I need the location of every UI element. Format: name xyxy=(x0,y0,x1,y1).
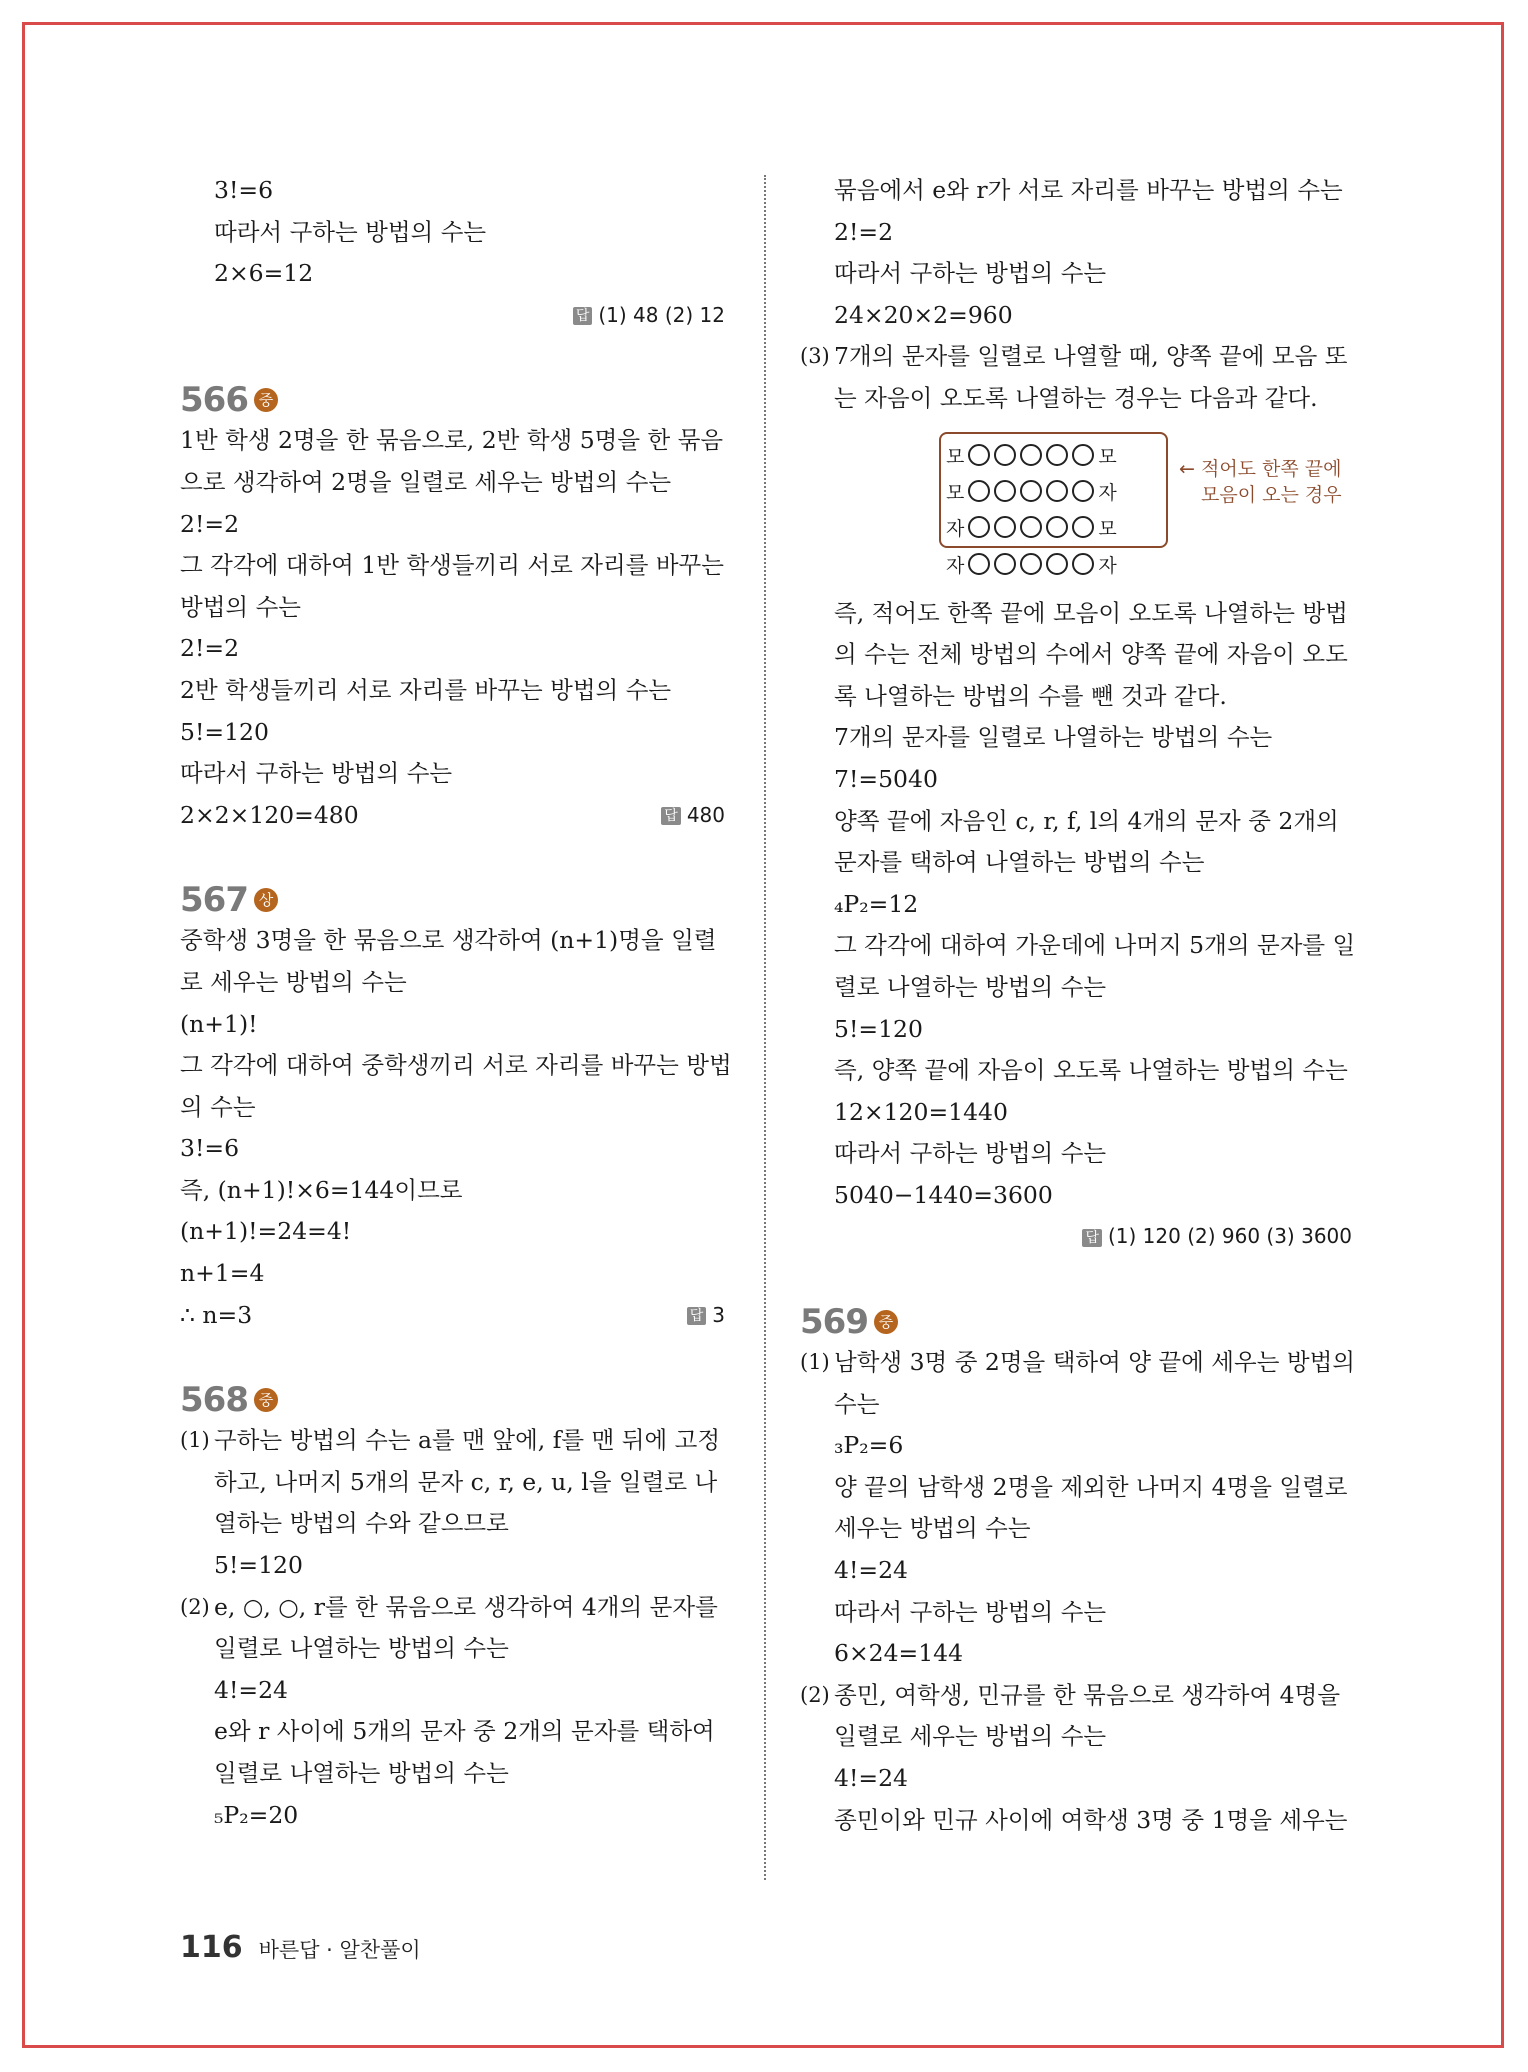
footer-label: 바른답 · 알찬풀이 xyxy=(258,1938,421,1962)
text-line: 6×24=144 xyxy=(834,1639,964,1668)
text-line xyxy=(180,1587,725,1629)
circle-slot xyxy=(994,444,1016,466)
difficulty-badge: 중 xyxy=(874,1310,898,1334)
circle-slot xyxy=(968,444,990,466)
left-column xyxy=(180,170,732,1836)
difficulty-badge: 중 xyxy=(254,388,278,412)
text-line: n+1=4 xyxy=(180,1259,265,1288)
answer-line xyxy=(800,1216,1352,1258)
circle-slot xyxy=(1072,444,1094,466)
text-line: 방법의 수는 xyxy=(180,592,301,621)
difficulty-badge: 중 xyxy=(254,1388,278,1412)
text-line: 2!=2 xyxy=(180,509,240,538)
note-line: 모음이 오는 경우 xyxy=(1201,483,1342,506)
text-line: 7개의 문자를 일렬로 나열하는 방법의 수는 xyxy=(834,723,1273,752)
answer-inline xyxy=(687,1295,725,1337)
text-line: 양 끝의 남학생 2명을 제외한 나머지 4명을 일렬로 xyxy=(834,1472,1348,1501)
circle-slot xyxy=(1072,480,1094,502)
problem-number: 567 xyxy=(180,880,248,921)
circle-slot xyxy=(994,480,1016,502)
problem-number: 568 xyxy=(180,1380,248,1421)
circle-slot xyxy=(1046,480,1068,502)
line-text: 구하는 방법의 수는 a를 맨 앞에, f를 맨 뒤에 고정 xyxy=(214,1426,721,1455)
circle-slot xyxy=(968,553,990,575)
answer-line xyxy=(180,295,725,337)
part-number: (1) xyxy=(800,1350,830,1375)
text-line: 3!=6 xyxy=(180,1134,240,1163)
text-line: 세우는 방법의 수는 xyxy=(834,1514,1031,1543)
text-line: 24×20×2=960 xyxy=(834,300,1013,329)
text-line: 일렬로 나열하는 방법의 수는 xyxy=(214,1634,509,1663)
vowel-consonant-diagram xyxy=(834,424,1352,589)
text-line xyxy=(180,1420,725,1462)
text-line: 12×120=1440 xyxy=(834,1097,1008,1126)
line-text: 7개의 문자를 일렬로 나열할 때, 양쪽 끝에 모음 또 xyxy=(834,342,1348,371)
right-column xyxy=(800,170,1356,1841)
problem-number: 566 xyxy=(180,380,248,421)
end-letter: 모 xyxy=(946,481,965,504)
text-line: 즉, 양쪽 끝에 자음이 오도록 나열하는 방법의 수는 xyxy=(834,1056,1348,1085)
text-line xyxy=(800,1342,1355,1384)
circle-slot xyxy=(968,480,990,502)
text-line: 하고, 나머지 5개의 문자 c, r, e, u, l을 일렬로 나 xyxy=(214,1467,718,1496)
answer-text: 3 xyxy=(712,1302,725,1327)
circle-slot xyxy=(1072,516,1094,538)
text-line: 그 각각에 대하여 중학생끼리 서로 자리를 바꾸는 방법 xyxy=(180,1051,732,1080)
page-number: 116 xyxy=(180,1930,243,1965)
text-line: 5!=120 xyxy=(834,1014,923,1043)
answer-tag: 답 xyxy=(1082,1229,1102,1247)
text-line: 즉, (n+1)!×6=144이므로 xyxy=(180,1175,463,1204)
text-line: 따라서 구하는 방법의 수는 xyxy=(834,1139,1107,1168)
text-line: 2반 학생들끼리 서로 자리를 바꾸는 방법의 수는 xyxy=(180,675,672,704)
problem-header xyxy=(180,864,725,920)
text-line: 수는 xyxy=(834,1389,880,1418)
text-line xyxy=(180,1295,725,1337)
end-letter: 자 xyxy=(1098,481,1117,504)
answer-tag: 답 xyxy=(661,807,681,825)
diagram-row xyxy=(946,478,1117,505)
text-line: 그 각각에 대하여 가운데에 나머지 5개의 문자를 일 xyxy=(834,931,1356,960)
part-number: (2) xyxy=(180,1594,210,1619)
text-line: 묶음에서 e와 r가 서로 자리를 바꾸는 방법의 수는 xyxy=(834,176,1343,204)
text-line: 일렬로 나열하는 방법의 수는 xyxy=(214,1759,509,1787)
text-line: 로 세우는 방법의 수는 xyxy=(180,967,407,996)
line-text: e, ○, ○, r를 한 묶음으로 생각하여 4개의 문자를 xyxy=(214,1592,718,1621)
answer-inline xyxy=(661,795,725,837)
text-line: ₅P₂=20 xyxy=(214,1800,299,1829)
circle-slot xyxy=(1020,553,1042,575)
note-line: ← 적어도 한쪽 끝에 xyxy=(1179,457,1342,480)
equation: ∴ n=3 xyxy=(180,1300,253,1329)
text-line: 따라서 구하는 방법의 수는 xyxy=(180,759,453,788)
text-line: 그 각각에 대하여 1반 학생들끼리 서로 자리를 바꾸는 xyxy=(180,551,724,580)
text-line: 양쪽 끝에 자음인 c, r, f, l의 4개의 문자 중 2개의 xyxy=(834,806,1339,835)
text-line: ₄P₂=12 xyxy=(834,889,919,918)
answer-text: 480 xyxy=(686,802,725,827)
circle-slot xyxy=(1020,480,1042,502)
text-line: 으로 생각하여 2명을 일렬로 세우는 방법의 수는 xyxy=(180,467,672,496)
text-line: 문자를 택하여 나열하는 방법의 수는 xyxy=(834,848,1205,877)
answer-text: (1) 48 (2) 12 xyxy=(598,302,725,327)
part-number: (3) xyxy=(800,344,830,369)
part-number: (2) xyxy=(800,1682,830,1707)
answer-text: (1) 120 (2) 960 (3) 3600 xyxy=(1107,1224,1352,1249)
text-line: ₃P₂=6 xyxy=(834,1431,904,1460)
line-text: 종민, 여학생, 민규를 한 묶음으로 생각하여 4명을 xyxy=(834,1680,1341,1709)
text-line: 2!=2 xyxy=(180,634,240,663)
text-line: 3!=6 xyxy=(214,176,274,204)
text-line: 7!=5040 xyxy=(834,764,938,793)
text-line: 중학생 3명을 한 묶음으로 생각하여 (n+1)명을 일렬 xyxy=(180,926,717,955)
text-line: 열하는 방법의 수와 같으므로 xyxy=(214,1509,509,1538)
text-line: 4!=24 xyxy=(834,1764,908,1792)
problem-header xyxy=(180,1364,725,1420)
circle-slot xyxy=(1072,553,1094,575)
text-line: e와 r 사이에 5개의 문자 중 2개의 문자를 택하여 xyxy=(214,1717,715,1746)
end-letter: 모 xyxy=(1098,445,1117,468)
circle-slot xyxy=(994,553,1016,575)
line-text: 남학생 3명 중 2명을 택하여 양 끝에 세우는 방법의 xyxy=(834,1348,1355,1377)
diagram-note xyxy=(1179,456,1342,508)
problem-number: 569 xyxy=(800,1302,868,1343)
circle-slot xyxy=(1020,444,1042,466)
column-divider xyxy=(764,175,766,1880)
part-number: (1) xyxy=(180,1428,210,1453)
text-line: 록 나열하는 방법의 수를 뺀 것과 같다. xyxy=(834,681,1227,710)
circle-slot xyxy=(1046,553,1068,575)
text-line: 따라서 구하는 방법의 수는 xyxy=(834,259,1107,288)
problem-header xyxy=(180,364,725,420)
answer-tag: 답 xyxy=(687,1307,707,1325)
circle-slot xyxy=(994,516,1016,538)
text-line: 4!=24 xyxy=(214,1675,288,1704)
answer-tag: 답 xyxy=(573,307,593,325)
circle-slot xyxy=(1020,516,1042,538)
circle-slot xyxy=(1046,516,1068,538)
text-line: 는 자음이 오도록 나열하는 경우는 다음과 같다. xyxy=(834,383,1318,412)
text-line: (n+1)! xyxy=(180,1009,258,1038)
end-letter: 자 xyxy=(946,554,965,577)
text-line: 1반 학생 2명을 한 묶음으로, 2반 학생 5명을 한 묶음 xyxy=(180,426,724,455)
text-line: 따라서 구하는 방법의 수는 xyxy=(834,1597,1107,1626)
text-line: (n+1)!=24=4! xyxy=(180,1217,352,1246)
text-line xyxy=(800,336,1352,378)
text-line: 4!=24 xyxy=(834,1556,908,1585)
text-line: 2!=2 xyxy=(834,217,894,246)
text-line: 즉, 적어도 한쪽 끝에 모음이 오도록 나열하는 방법 xyxy=(834,598,1348,627)
difficulty-badge: 상 xyxy=(254,888,278,912)
circle-slot xyxy=(968,516,990,538)
end-letter: 모 xyxy=(946,445,965,468)
text-line: 5!=120 xyxy=(180,717,269,746)
end-letter: 자 xyxy=(946,517,965,540)
text-line xyxy=(180,795,725,837)
text-line: 일렬로 세우는 방법의 수는 xyxy=(834,1722,1107,1751)
text-line: 의 수는 전체 방법의 수에서 양쪽 끝에 자음이 오도 xyxy=(834,640,1348,669)
text-line: 5!=120 xyxy=(214,1551,303,1580)
text-line: 종민이와 민규 사이에 여학생 3명 중 1명을 세우는 xyxy=(834,1805,1348,1834)
end-letter: 모 xyxy=(1098,517,1117,540)
text-line: 따라서 구하는 방법의 수는 xyxy=(214,217,487,246)
equation: 2×2×120=480 xyxy=(180,800,359,829)
end-letter: 자 xyxy=(1098,554,1117,577)
circle-slot xyxy=(1046,444,1068,466)
text-line xyxy=(800,1675,1352,1717)
diagram-row xyxy=(946,514,1117,541)
diagram-row xyxy=(946,551,1117,578)
page-footer xyxy=(180,1930,421,1965)
diagram-row xyxy=(946,442,1117,469)
text-line: 5040−1440=3600 xyxy=(834,1180,1053,1209)
text-line: 의 수는 xyxy=(180,1092,256,1121)
problem-header xyxy=(800,1286,1352,1342)
text-line: 렬로 나열하는 방법의 수는 xyxy=(834,972,1107,1001)
text-line: 2×6=12 xyxy=(214,259,314,288)
